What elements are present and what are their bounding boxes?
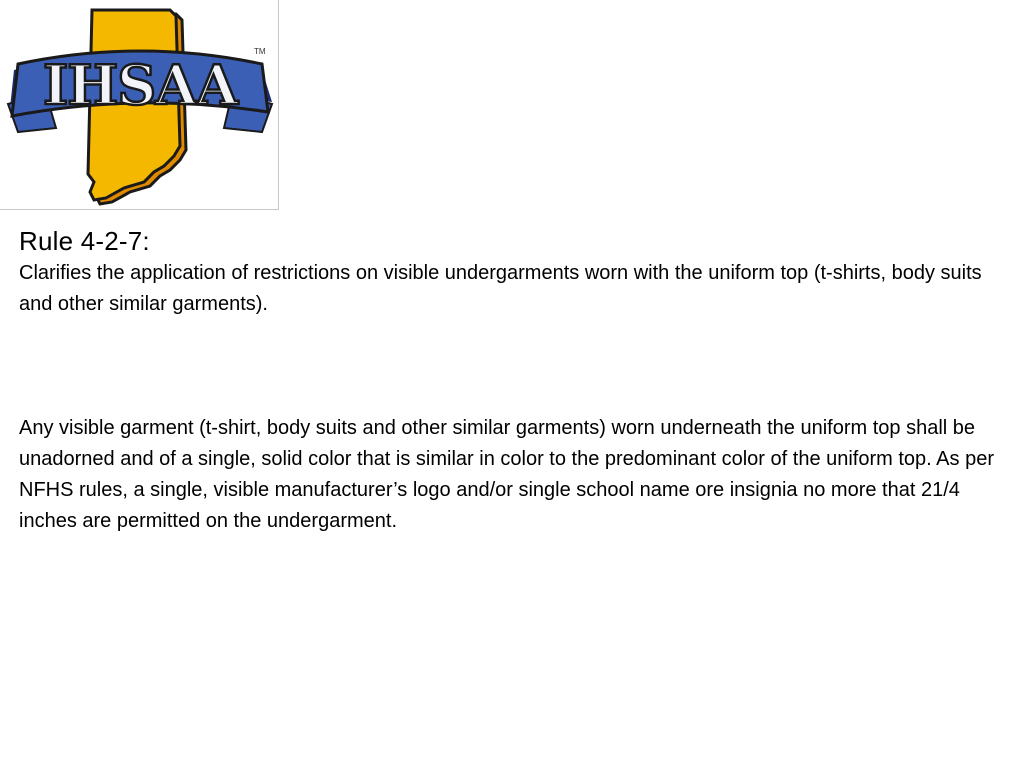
rule-summary: Clarifies the application of restrictions on visible undergarments worn with the uniform top (t-shirts, body suits and other similar garments).	[19, 262, 982, 315]
ihsaa-logo-graphic	[0, 0, 279, 210]
trademark-symbol: TM	[254, 47, 266, 56]
rule-title: Rule 4-2-7:	[19, 226, 150, 256]
logo-wordmark: IHSAA	[42, 53, 238, 117]
rule-detail: Any visible garment (t-shirt, body suits and other similar garments) worn underneath the uniform top shall be unadorned and of a single, solid color that is similar in color to the predominant color of the uniform top. As per NFHS rules, a single, visible manufacturer’s logo and/or single school name ore insignia no more that 21/4 inches are permitted on the undergarment.	[19, 417, 994, 532]
rule-content	[19, 224, 1009, 537]
ihsaa-logo	[0, 0, 279, 210]
